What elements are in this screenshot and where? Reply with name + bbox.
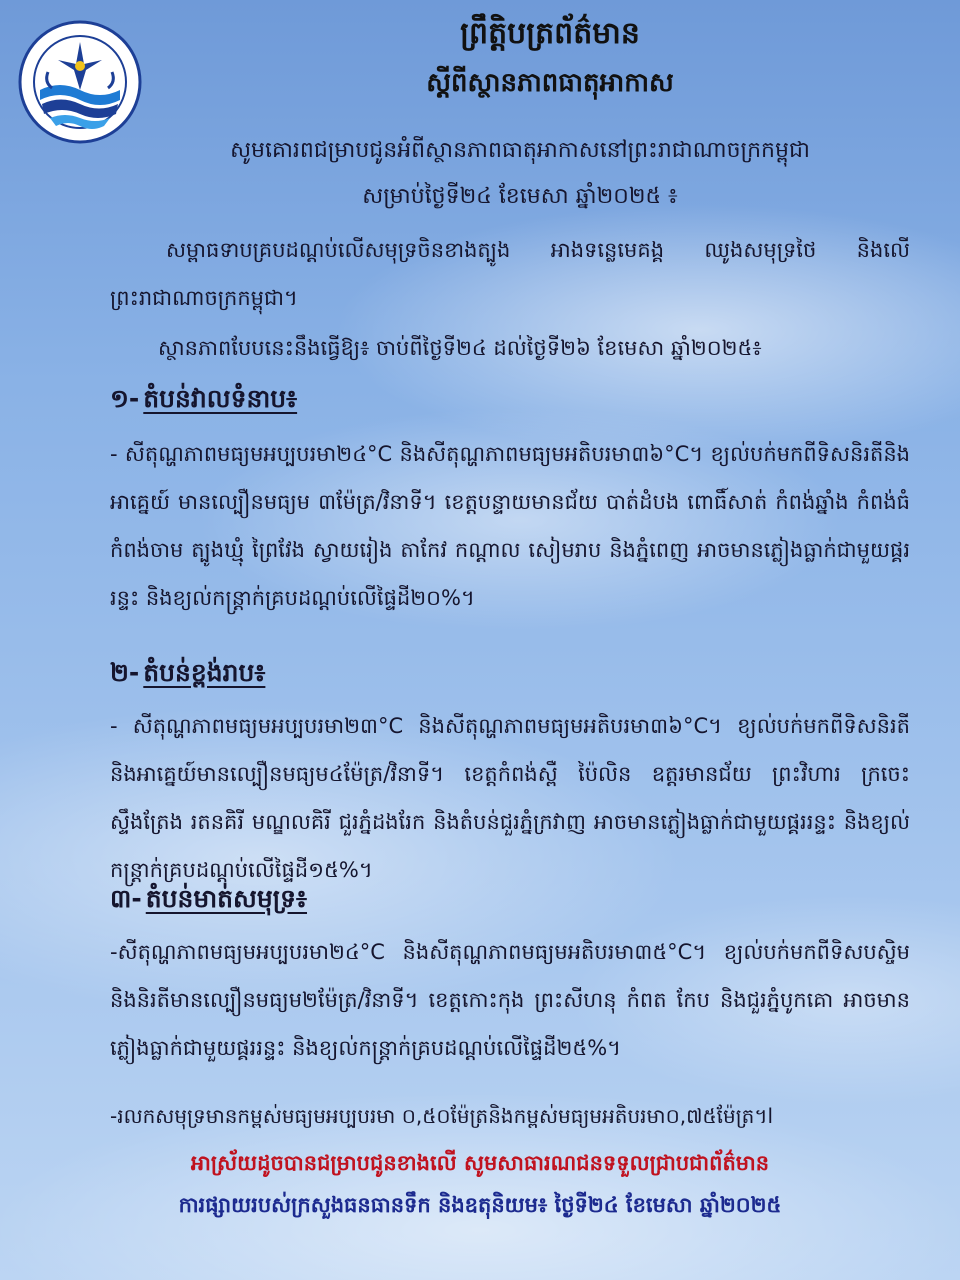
pressure-paragraph: សម្ពាធទាបគ្របដណ្តប់លើសមុទ្រចិនខាងត្បូង អាងទន្លេមេគង្គ ឈូងសមុទ្រថៃ និងលើព្រះរាជាណាចក្រកម្ពុជា។ bbox=[110, 238, 910, 310]
intro-line-1: សូមគោរពជម្រាបជូនអំពីស្ថានភាពធាតុអាកាសនៅព្រះរាជាណាចក្រកម្ពុជា bbox=[230, 138, 810, 163]
section-body-coastal: -សីតុណ្ហភាពមធ្យមអប្បបរមា២៤°C និងសីតុណ្ហភាពមធ្យមអតិបរមា៣៥°C។ ខ្យល់បក់មកពីទិសបស្ចិមនិងនិរតីមានល្បឿនមធ្យម២ម៉ែត្រ/វិនាទី។ ខេត្តកោះកុង ព្រះសីហនុ កំពត កែប និងជួរភ្នំបូកគោ អាចមានភ្លៀងធ្លាក់ជាមួយផ្គររន្ទះ និងខ្យល់កន្ត្រាក់គ្របដណ្តប់លើផ្ទៃដី២៥%។ bbox=[110, 940, 910, 1060]
section-number: ៣- bbox=[110, 884, 142, 913]
bulletin-title: ព្រឹត្តិបត្រព័ត៌មាន bbox=[460, 16, 640, 51]
section-label: តំបន់ខ្ពង់រាប៖ bbox=[143, 658, 266, 687]
sea-wave-note: -រលកសមុទ្រមានកម្ពស់មធ្យមអប្បបរមា ០,៥០ម៉ែត្រនិងកម្ពស់មធ្យមអតិបរមា០,៧៥ម៉ែត្រ។l bbox=[110, 1104, 774, 1128]
section-label: តំបន់មាត់សមុទ្រ៖ bbox=[145, 884, 308, 913]
footer-issuer: ការផ្សាយរបស់ក្រសួងធនធានទឹក និងឧតុនិយម៖ ថ្ងៃទី២៤ ខែមេសា ឆ្នាំ២០២៥ bbox=[178, 1193, 782, 1217]
section-body-plateau: - សីតុណ្ហភាពមធ្យមអប្បបរមា២៣°C និងសីតុណ្ហភាពមធ្យមអតិបរមា៣៦°C។ ខ្យល់បក់មកពីទិសនិរតីនិងអាគ្នេយ៍មានល្បឿនមធ្យម៤ម៉ែត្រ/វិនាទី។ ខេត្តកំពង់ស្ពឺ ប៉ៃលិន ឧត្តរមានជ័យ ព្រះវិហារ ក្រចេះ ស្ទឹងត្រែង រតនគិរី មណ្ឌលគិរី ជួរភ្នំដងរែក និងតំបន់ជួរភ្នំក្រវាញ អាចមានភ្លៀងធ្លាក់ជាមួយផ្គររន្ទះ និងខ្យល់កន្ត្រាក់គ្របដណ្តប់លើផ្ទៃដី១៥%។ bbox=[110, 714, 910, 882]
section-heading-lowlands bbox=[110, 384, 297, 420]
section-number: ១- bbox=[110, 384, 140, 413]
ministry-logo-icon bbox=[18, 20, 142, 144]
section-body-lowlands: - សីតុណ្ហភាពមធ្យមអប្បបរមា២៤°C និងសីតុណ្ហភាពមធ្យមអតិបរមា៣៦°C។ ខ្យល់បក់មកពីទិសនិរតីនិងអាគ្នេយ៍ មានល្បឿនមធ្យម ៣ម៉ែត្រ/វិនាទី។ ខេត្តបន្ទាយមានជ័យ បាត់ដំបង ពោធិ៍សាត់ កំពង់ឆ្នាំង កំពង់ធំ កំពង់ចាម ត្បូងឃ្មុំ ព្រៃវែង ស្វាយរៀង តាកែវ កណ្តាល សៀមរាប និងភ្នំពេញ អាចមានភ្លៀងធ្លាក់ជាមួយផ្គររន្ទះ និងខ្យល់កន្ត្រាក់គ្របដណ្តប់លើផ្ទៃដី២០%។ bbox=[110, 442, 910, 610]
intro-line-2: សម្រាប់ថ្ងៃទី២៤ ខែមេសា ឆ្នាំ២០២៥ ៖ bbox=[362, 184, 678, 209]
bulletin-subtitle: ស្ដីពីស្ថានភាពធាតុអាកាស bbox=[426, 68, 674, 98]
footer-notice: អាស្រ័យដូចបានជម្រាបជូនខាងលើ សូមសាធារណជនទទួលជ្រាបជាព័ត៌មាន bbox=[190, 1151, 770, 1175]
intro-block bbox=[150, 128, 890, 220]
section-heading-plateau bbox=[110, 658, 265, 694]
duration-paragraph: ស្ថានភាពបែបនេះនឹងធ្វើឱ្យ៖ ចាប់ពីថ្ងៃទី២៤ ដល់ថ្ងៃទី២៦ ខែមេសា ឆ្នាំ២០២៥៖ bbox=[158, 336, 762, 360]
section-label: តំបន់វាលទំនាប៖ bbox=[143, 384, 298, 413]
section-heading-coastal bbox=[110, 884, 307, 920]
section-number: ២- bbox=[110, 658, 140, 687]
